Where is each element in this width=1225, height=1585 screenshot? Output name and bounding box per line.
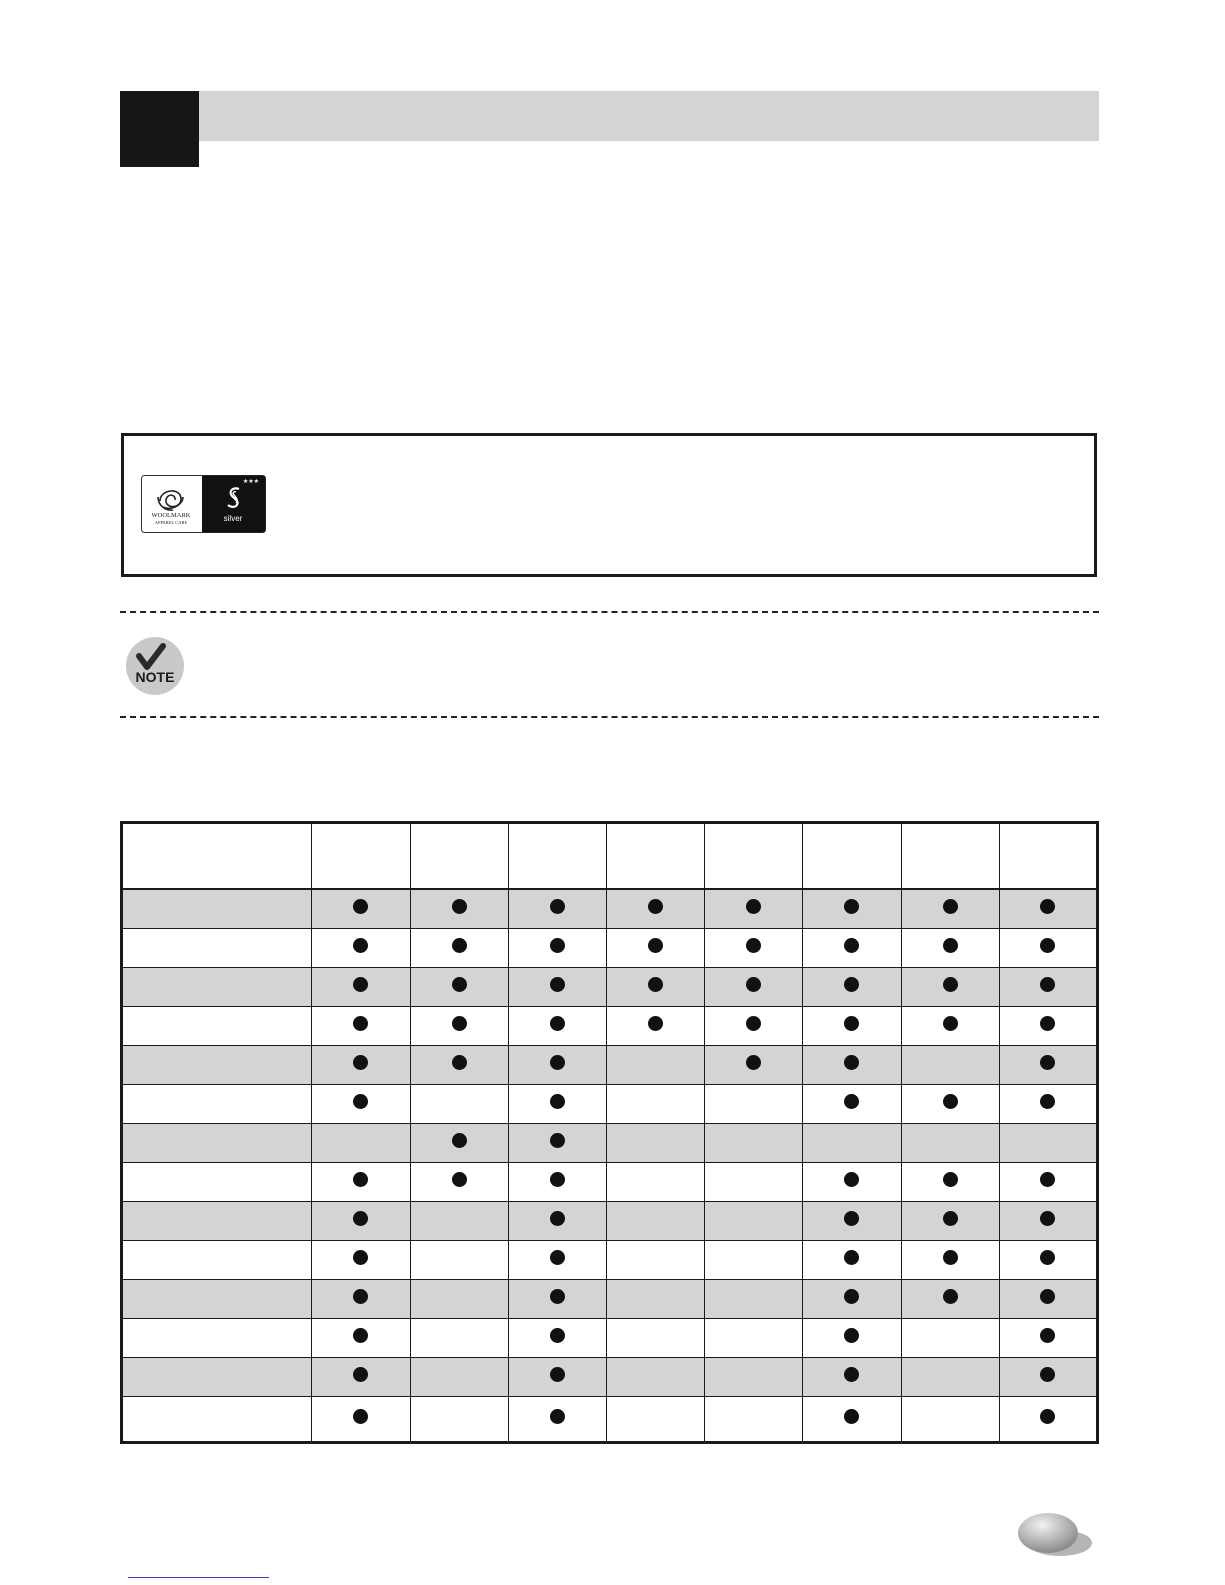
table-cell xyxy=(803,1085,901,1124)
silver-stars: ★★★ xyxy=(242,478,260,485)
table-cell xyxy=(999,1007,1097,1046)
table-row xyxy=(122,1046,1098,1085)
dot-icon xyxy=(1040,1016,1055,1031)
dot-icon xyxy=(746,977,761,992)
table-cell xyxy=(999,1085,1097,1124)
dot-icon xyxy=(550,977,565,992)
table-cell xyxy=(508,1319,606,1358)
table-cell xyxy=(508,1163,606,1202)
row-label-cell xyxy=(122,1163,312,1202)
table-row xyxy=(122,1085,1098,1124)
dot-icon xyxy=(648,938,663,953)
dot-icon xyxy=(353,938,368,953)
dot-icon xyxy=(353,1328,368,1343)
table-cell xyxy=(999,929,1097,968)
table-cell xyxy=(803,1163,901,1202)
table-cell xyxy=(901,1046,999,1085)
dot-icon xyxy=(1040,938,1055,953)
table-cell xyxy=(312,1124,410,1163)
row-label-cell xyxy=(122,1319,312,1358)
table-cell xyxy=(705,1046,803,1085)
table-cell xyxy=(999,1202,1097,1241)
table-cell xyxy=(705,1007,803,1046)
table-cell xyxy=(999,1280,1097,1319)
table-cell xyxy=(508,929,606,968)
table-cell xyxy=(312,968,410,1007)
table-cell xyxy=(312,1085,410,1124)
table-cell xyxy=(410,929,508,968)
dot-icon xyxy=(943,938,958,953)
table-cell xyxy=(312,1319,410,1358)
row-label-cell xyxy=(122,1280,312,1319)
table-cell xyxy=(705,889,803,929)
compatibility-table xyxy=(120,821,1099,1444)
table-cell xyxy=(901,1007,999,1046)
dot-icon xyxy=(550,1172,565,1187)
table-cell xyxy=(999,1319,1097,1358)
row-label-cell xyxy=(122,1397,312,1443)
dot-icon xyxy=(353,1094,368,1109)
dot-icon xyxy=(550,1133,565,1148)
page-number-oval xyxy=(1016,1511,1093,1559)
dot-icon xyxy=(353,899,368,914)
table-cell xyxy=(803,1358,901,1397)
table-cell xyxy=(606,1085,704,1124)
table-cell xyxy=(803,1280,901,1319)
dot-icon xyxy=(550,1211,565,1226)
section-number-block xyxy=(120,91,199,167)
table-cell xyxy=(410,1358,508,1397)
dot-icon xyxy=(746,938,761,953)
table-cell xyxy=(901,1319,999,1358)
dot-icon xyxy=(353,1409,368,1424)
dot-icon xyxy=(844,1367,859,1382)
dot-icon xyxy=(452,1133,467,1148)
header-cell-label xyxy=(122,823,312,890)
dot-icon xyxy=(844,1172,859,1187)
dot-icon xyxy=(1040,1094,1055,1109)
table-row xyxy=(122,889,1098,929)
dot-icon xyxy=(943,1172,958,1187)
table-cell xyxy=(999,1358,1097,1397)
dot-icon xyxy=(943,1016,958,1031)
table-cell xyxy=(508,1280,606,1319)
dot-icon xyxy=(648,1016,663,1031)
table-cell xyxy=(999,1241,1097,1280)
dot-icon xyxy=(353,1172,368,1187)
dot-icon xyxy=(943,1289,958,1304)
table-cell xyxy=(606,929,704,968)
table-cell xyxy=(606,968,704,1007)
table-cell xyxy=(606,1163,704,1202)
table-cell xyxy=(312,1163,410,1202)
table-cell xyxy=(901,929,999,968)
header-cell xyxy=(705,823,803,890)
table-cell xyxy=(606,1397,704,1443)
table-cell xyxy=(999,1046,1097,1085)
table-cell xyxy=(312,1046,410,1085)
header-cell xyxy=(999,823,1097,890)
row-label-cell xyxy=(122,889,312,929)
table-cell xyxy=(803,968,901,1007)
dot-icon xyxy=(746,1016,761,1031)
table-cell xyxy=(803,929,901,968)
dot-icon xyxy=(550,1367,565,1382)
row-label-cell xyxy=(122,1358,312,1397)
table-row xyxy=(122,1241,1098,1280)
table-cell xyxy=(312,1280,410,1319)
table-cell xyxy=(705,1319,803,1358)
dot-icon xyxy=(452,1016,467,1031)
table-cell xyxy=(705,1280,803,1319)
table-body xyxy=(122,823,1098,1443)
table-cell xyxy=(312,1202,410,1241)
table-cell xyxy=(410,1046,508,1085)
dot-icon xyxy=(1040,1289,1055,1304)
table-cell xyxy=(410,889,508,929)
table-cell xyxy=(999,968,1097,1007)
table-cell xyxy=(803,1397,901,1443)
table-cell xyxy=(606,1358,704,1397)
header-cell xyxy=(606,823,704,890)
table-row xyxy=(122,1280,1098,1319)
woolmark-logo-icon xyxy=(141,475,266,533)
dot-icon xyxy=(550,1094,565,1109)
dot-icon xyxy=(452,1055,467,1070)
dot-icon xyxy=(1040,977,1055,992)
dot-icon xyxy=(844,938,859,953)
dot-icon xyxy=(1040,1172,1055,1187)
dot-icon xyxy=(746,1055,761,1070)
table-cell xyxy=(705,929,803,968)
header-cell xyxy=(508,823,606,890)
table-row xyxy=(122,1358,1098,1397)
table-cell xyxy=(999,889,1097,929)
dot-icon xyxy=(844,899,859,914)
table-row xyxy=(122,1163,1098,1202)
table-cell xyxy=(606,1124,704,1163)
dot-icon xyxy=(844,1250,859,1265)
dot-icon xyxy=(746,899,761,914)
woolmark-line2: APPAREL CARE xyxy=(154,520,188,525)
dot-icon xyxy=(844,1016,859,1031)
table-cell xyxy=(901,1280,999,1319)
table-cell xyxy=(705,1397,803,1443)
table-cell xyxy=(901,968,999,1007)
table-cell xyxy=(999,1163,1097,1202)
table-cell xyxy=(410,1202,508,1241)
dot-icon xyxy=(550,1055,565,1070)
dot-icon xyxy=(844,1409,859,1424)
note-label: NOTE xyxy=(135,669,175,685)
dot-icon xyxy=(353,977,368,992)
row-label-cell xyxy=(122,968,312,1007)
dot-icon xyxy=(1040,1211,1055,1226)
dot-icon xyxy=(1040,1328,1055,1343)
table-cell xyxy=(705,1085,803,1124)
dot-icon xyxy=(353,1250,368,1265)
table-header-row xyxy=(122,823,1098,890)
table-cell xyxy=(901,1163,999,1202)
silver-label: silver xyxy=(223,514,243,523)
table-cell xyxy=(803,1202,901,1241)
table-cell xyxy=(606,1319,704,1358)
row-label-cell xyxy=(122,1202,312,1241)
row-label-cell xyxy=(122,1241,312,1280)
footer-link-underline xyxy=(128,1577,269,1578)
table-cell xyxy=(803,889,901,929)
table-cell xyxy=(508,1397,606,1443)
dot-icon xyxy=(943,1211,958,1226)
dot-icon xyxy=(452,899,467,914)
dot-icon xyxy=(452,938,467,953)
woolmark-line1: WOOLMARK xyxy=(151,512,191,519)
table-cell xyxy=(901,1085,999,1124)
table-cell xyxy=(803,1007,901,1046)
dot-icon xyxy=(353,1211,368,1226)
dot-icon xyxy=(844,1328,859,1343)
note-divider-top xyxy=(120,611,1099,613)
table-cell xyxy=(901,1397,999,1443)
table-row xyxy=(122,929,1098,968)
table-cell xyxy=(803,1319,901,1358)
row-label-cell xyxy=(122,1085,312,1124)
note-divider-bottom xyxy=(120,716,1099,718)
table-cell xyxy=(410,1163,508,1202)
dot-icon xyxy=(550,1328,565,1343)
dot-icon xyxy=(1040,1409,1055,1424)
row-label-cell xyxy=(122,1124,312,1163)
dot-icon xyxy=(550,938,565,953)
section-title-bar xyxy=(199,91,1099,141)
header-cell xyxy=(803,823,901,890)
table-cell xyxy=(508,1241,606,1280)
table-cell xyxy=(606,1007,704,1046)
dot-icon xyxy=(1040,899,1055,914)
dot-icon xyxy=(844,1211,859,1226)
dot-icon xyxy=(943,977,958,992)
dot-icon xyxy=(844,977,859,992)
table-cell xyxy=(508,889,606,929)
table-cell xyxy=(410,1007,508,1046)
table-cell xyxy=(803,1046,901,1085)
dot-icon xyxy=(1040,1250,1055,1265)
table-cell xyxy=(606,1046,704,1085)
dot-icon xyxy=(844,1055,859,1070)
table-cell xyxy=(508,1124,606,1163)
table-row xyxy=(122,1124,1098,1163)
table-cell xyxy=(312,889,410,929)
dot-icon xyxy=(452,977,467,992)
table-cell xyxy=(901,1124,999,1163)
table-row xyxy=(122,1397,1098,1443)
table-cell xyxy=(410,1241,508,1280)
dot-icon xyxy=(943,899,958,914)
table-cell xyxy=(606,1241,704,1280)
table-cell xyxy=(508,968,606,1007)
table-cell xyxy=(312,1007,410,1046)
dot-icon xyxy=(550,1016,565,1031)
dot-icon xyxy=(353,1055,368,1070)
table-cell xyxy=(803,1124,901,1163)
table-cell xyxy=(705,968,803,1007)
table-cell xyxy=(606,889,704,929)
table-cell xyxy=(606,1280,704,1319)
dot-icon xyxy=(353,1367,368,1382)
dot-icon xyxy=(943,1250,958,1265)
table-cell xyxy=(606,1202,704,1241)
table-cell xyxy=(901,1241,999,1280)
dot-icon xyxy=(943,1094,958,1109)
table-cell xyxy=(705,1241,803,1280)
row-label-cell xyxy=(122,1007,312,1046)
table-cell xyxy=(508,1358,606,1397)
table-row xyxy=(122,1007,1098,1046)
dot-icon xyxy=(353,1016,368,1031)
table-cell xyxy=(312,929,410,968)
table-cell xyxy=(705,1124,803,1163)
dot-icon xyxy=(452,1172,467,1187)
table-cell xyxy=(508,1007,606,1046)
table-cell xyxy=(508,1085,606,1124)
dot-icon xyxy=(550,1289,565,1304)
table-cell xyxy=(410,1124,508,1163)
table-cell xyxy=(410,1085,508,1124)
table-cell xyxy=(901,889,999,929)
table-cell xyxy=(999,1397,1097,1443)
note-icon xyxy=(125,636,185,696)
header-cell xyxy=(410,823,508,890)
dot-icon xyxy=(550,1409,565,1424)
table-cell xyxy=(901,1202,999,1241)
dot-icon xyxy=(648,977,663,992)
dot-icon xyxy=(1040,1367,1055,1382)
row-label-cell xyxy=(122,1046,312,1085)
table-cell xyxy=(312,1397,410,1443)
dot-icon xyxy=(844,1289,859,1304)
table-row xyxy=(122,968,1098,1007)
dot-icon xyxy=(353,1289,368,1304)
dot-icon xyxy=(844,1094,859,1109)
dot-icon xyxy=(648,899,663,914)
table-cell xyxy=(508,1046,606,1085)
table-cell xyxy=(312,1241,410,1280)
table-row xyxy=(122,1202,1098,1241)
table-cell xyxy=(410,1280,508,1319)
table-row xyxy=(122,1319,1098,1358)
dot-icon xyxy=(550,1250,565,1265)
row-label-cell xyxy=(122,929,312,968)
table-cell xyxy=(705,1202,803,1241)
table-cell xyxy=(803,1241,901,1280)
table-cell xyxy=(410,968,508,1007)
table-cell xyxy=(410,1397,508,1443)
woolmark-info-box xyxy=(121,433,1097,577)
table-cell xyxy=(508,1202,606,1241)
table-cell xyxy=(999,1124,1097,1163)
table-cell xyxy=(901,1358,999,1397)
header-cell xyxy=(901,823,999,890)
table-cell xyxy=(410,1319,508,1358)
header-cell xyxy=(312,823,410,890)
dot-icon xyxy=(1040,1055,1055,1070)
table-cell xyxy=(312,1358,410,1397)
table-cell xyxy=(705,1358,803,1397)
table-cell xyxy=(705,1163,803,1202)
dot-icon xyxy=(550,899,565,914)
